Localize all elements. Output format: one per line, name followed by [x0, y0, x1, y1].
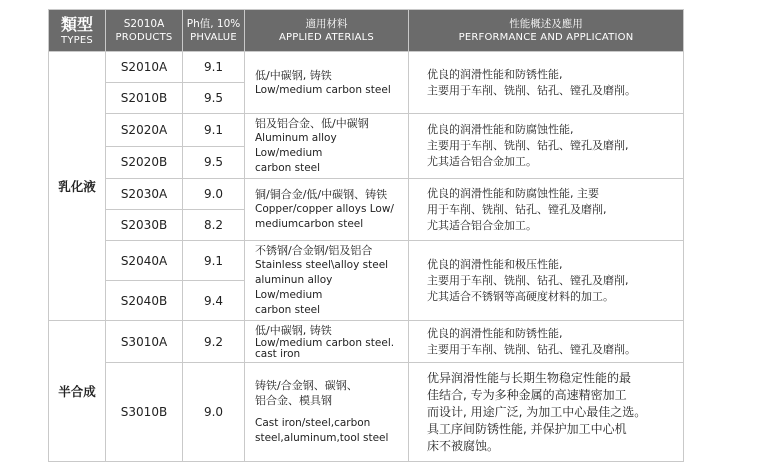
product-cell: S2040A	[106, 241, 183, 281]
performance-line: 主要用于车削、铣削、钻孔、镗孔及磨削,	[427, 273, 629, 287]
material-cell	[245, 363, 409, 462]
type-cell: 乳化液	[49, 52, 106, 321]
material-line: 低/中碳钢, 铸铁	[255, 68, 332, 82]
header-products-l2: PRODUCTS	[115, 31, 173, 43]
performance-line: 具工序间防锈性能, 并保护加工中心机	[427, 421, 627, 436]
ph-cell: 9.5	[183, 146, 245, 179]
material-cell	[245, 52, 409, 114]
performance-line: 用于车削、铣削、钻孔、镗孔及磨削,	[427, 202, 607, 216]
ph-cell: 9.0	[183, 363, 245, 462]
performance-cell	[409, 114, 684, 179]
type-cell: 半合成	[49, 321, 106, 462]
header-perf-l1: 性能概述及應用	[509, 17, 583, 30]
header-types-en: TYPES	[61, 34, 93, 46]
table-row	[49, 241, 684, 281]
ph-cell: 9.1	[183, 114, 245, 147]
performance-line: 而设计, 用途广泛, 为加工中心最佳之选。	[427, 404, 647, 419]
ph-cell: 9.0	[183, 179, 245, 210]
performance-line: 优良的润滑性能和防腐蚀性能, 主要	[427, 186, 599, 200]
performance-cell	[409, 321, 684, 363]
product-cell: S2020A	[106, 114, 183, 147]
product-cell: S2020B	[106, 146, 183, 179]
material-line: Stainless steel\alloy steel	[255, 259, 389, 271]
performance-cell	[409, 363, 684, 462]
table-row	[49, 179, 684, 210]
header-performance	[409, 10, 684, 52]
material-line: 铝合金、模具钢	[255, 394, 332, 407]
performance-cell	[409, 241, 684, 321]
ph-cell: 9.4	[183, 281, 245, 321]
material-line: steel,aluminum,tool steel	[255, 432, 389, 444]
header-materials-l2: APPLIED ATERIALS	[279, 31, 374, 43]
material-cell	[245, 179, 409, 241]
performance-cell	[409, 179, 684, 241]
product-table	[48, 9, 684, 462]
material-line: 不锈钢/合金钢/铝及铝合	[255, 244, 373, 257]
table-row	[49, 52, 684, 83]
header-types	[49, 10, 106, 52]
ph-cell: 9.1	[183, 241, 245, 281]
product-cell: S2040B	[106, 281, 183, 321]
performance-line: 优异润滑性能与长期生物稳定性能的最	[427, 370, 632, 385]
ph-cell: 9.2	[183, 321, 245, 363]
material-line: 低/中碳钢, 铸铁	[255, 324, 332, 337]
performance-line: 优良的润滑性能和极压性能,	[427, 257, 563, 271]
material-spacer	[255, 408, 402, 416]
material-line: Cast iron/steel,carbon	[255, 417, 371, 429]
material-line: Copper/copper alloys Low/	[255, 203, 394, 215]
header-materials-l1: 適用材料	[305, 17, 348, 30]
material-line: 铜/铜合金/低/中碳钢、铸铁	[255, 188, 388, 201]
performance-cell	[409, 52, 684, 114]
header-ph-l2: PHVALUE	[190, 31, 237, 43]
header-row	[49, 10, 684, 52]
performance-line: 优良的润滑性能和防锈性能,	[427, 326, 563, 340]
material-line: 铸铁/合金钢、碳钢、	[255, 379, 358, 392]
product-cell: S2030A	[106, 179, 183, 210]
performance-line: 优良的润滑性能和防腐蚀性能,	[427, 123, 574, 136]
material-line: cast iron	[255, 348, 301, 360]
header-products	[106, 10, 183, 52]
product-cell: S2010B	[106, 83, 183, 114]
material-line: Low/medium carbon steel.	[255, 337, 395, 349]
table-row	[49, 363, 684, 462]
product-cell: S2010A	[106, 52, 183, 83]
material-line: Aluminum alloy Low/medium	[255, 132, 337, 159]
product-cell: S3010A	[106, 321, 183, 363]
table-row	[49, 321, 684, 363]
material-line: aluminun alloy Low/medium	[255, 274, 333, 301]
header-ph	[183, 10, 245, 52]
material-line: 铝及铝合金、低/中碳钢	[255, 117, 369, 130]
product-table-container	[48, 9, 684, 462]
material-line: carbon steel	[255, 162, 321, 174]
header-materials	[245, 10, 409, 52]
material-cell	[245, 321, 409, 363]
header-products-l1: S2010A	[123, 17, 165, 30]
performance-line: 主要用于车削、铣削、钻孔、镗孔及磨削,	[427, 139, 629, 152]
material-line: carbon steel	[255, 304, 321, 316]
material-line: Low/medium carbon steel	[255, 83, 391, 96]
performance-line: 尤其适合铝合金加工。	[427, 155, 537, 168]
ph-cell: 9.1	[183, 52, 245, 83]
ph-cell: 9.5	[183, 83, 245, 114]
ph-cell: 8.2	[183, 210, 245, 241]
performance-line: 佳结合, 专为多种金属的高速精密加工	[427, 387, 627, 402]
product-cell: S3010B	[106, 363, 183, 462]
performance-line: 尤其适合不锈钢等高硬度材料的加工。	[427, 289, 614, 303]
table-row	[49, 114, 684, 147]
header-types-cn: 類型	[60, 14, 93, 34]
performance-line: 床不被腐蚀。	[427, 438, 500, 453]
material-cell	[245, 114, 409, 179]
performance-line: 优良的润滑性能和防锈性能,	[427, 67, 563, 81]
performance-line: 尤其适合铝合金加工。	[427, 218, 537, 232]
product-cell: S2030B	[106, 210, 183, 241]
performance-line: 主要用于车削、铣削、钻孔、镗孔及磨削。	[427, 342, 636, 356]
material-line: mediumcarbon steel	[255, 218, 364, 230]
material-cell	[245, 241, 409, 321]
performance-line: 主要用于车削、铣削、钻孔、镗孔及磨削。	[427, 83, 636, 97]
header-perf-l2: PERFORMANCE AND APPLICATION	[458, 31, 634, 43]
header-ph-l1: Ph值, 10%	[186, 17, 241, 30]
